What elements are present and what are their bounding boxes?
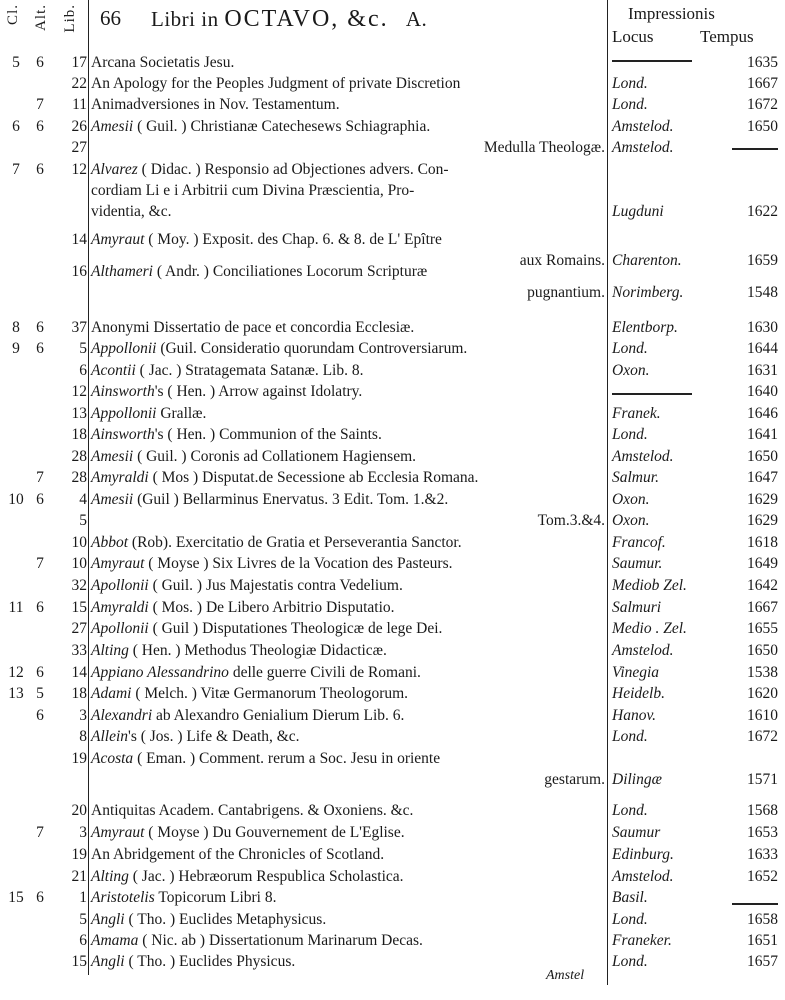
entry-title-text: Animadversiones in Nov. Testamentum. [91,96,340,113]
entry-author: Acontii [91,362,136,379]
entry-number: 17 [71,54,87,71]
entry-author: Acosta [91,750,134,767]
entry-author: Appollonii [91,405,157,422]
entry-title [91,381,607,403]
entry-number: 12 [71,383,87,400]
entry-class: 7 [12,161,20,178]
page-title-prefix: Libri in [151,7,225,31]
entry-title-text: ( Guil. ) Christianæ Catechesews Schiagraphia. [133,118,431,135]
entry-author: Alexandri [91,707,153,724]
entry-number: 28 [71,469,87,486]
entry-shelf: 6 [36,161,44,178]
entry-place: Lugduni [612,203,664,220]
entry-title-text: ( Guil. ) Jus Majestatis contra Vedelium. [148,577,403,594]
column-header-cl: Cl. [5,4,21,25]
entry-place: Medio . Zel. [612,620,687,637]
entry-title [91,887,607,909]
entry-number: 22 [71,75,87,92]
entry-place: Heidelb. [612,685,665,702]
entry-number: 8 [79,728,87,745]
entry-place: Lond. [612,340,648,357]
entry-place: Salmur. [612,469,659,486]
entry-class: 9 [12,340,20,357]
ditto-rule [612,393,692,395]
entry-title-text: ab Alexandro Genialium Dierum Lib. 6. [152,707,405,724]
entry-number: 5 [79,911,87,928]
entry-year: 1631 [747,362,778,379]
entry-title [91,800,607,822]
entry-author: Angli [91,911,125,928]
entry-year: 1633 [747,846,778,863]
entry-year: 1622 [747,203,778,220]
left-column-rule [88,0,89,975]
entry-number: 21 [71,868,87,885]
column-header-lib: Lib. [62,4,78,33]
entry-year: 1642 [747,577,778,594]
entry-author: Althameri [91,263,153,280]
entry-place: Lond. [612,426,648,443]
entry-title-continuation: gestarum. [544,771,605,788]
entry-number: 19 [71,846,87,863]
entry-title-text: ( Didac. ) Responsio ad Objectiones advers. Con- [137,161,449,178]
entry-title-text: Topicorum Libri 8. [154,889,277,906]
entry-author: Allein [91,728,129,745]
entry-number: 10 [71,555,87,572]
entry-title [91,467,607,489]
entry-author: Amesii [91,448,134,465]
entry-title [91,705,607,727]
entry-year: 1548 [747,284,778,301]
entry-title-text: An Apology for the Peoples Judgment of private Discretion [91,75,461,92]
entry-class: 10 [8,491,24,508]
entry-shelf: 6 [36,54,44,71]
entry-title [91,94,607,116]
entry-title-text: ( Mos. ) De Libero Arbitrio Disputatio. [148,599,395,616]
entry-author: Angli [91,953,125,970]
entry-author: Amyraut [91,555,145,572]
entry-title [91,73,607,95]
entry-title-text: ( Nic. ab ) Dissertationum Marinarum Decas. [138,932,423,949]
entry-place: Lond. [612,728,648,745]
entry-title [91,618,607,640]
entry-number: 5 [79,512,87,529]
entry-number: 32 [71,577,87,594]
entry-place: Lond. [612,911,648,928]
entry-number: 33 [71,642,87,659]
entry-year: 1646 [747,405,778,422]
entry-title [91,424,607,446]
entry-title-continuation: Tom.3.&4. [537,512,605,529]
column-header-locus: Locus [612,27,654,46]
page-title [151,6,427,33]
entry-title-text: ( Moyse ) Six Livres de la Vocation des Pasteurs. [144,555,453,572]
entry-title [91,575,607,597]
entry-number: 18 [71,685,87,702]
entry-shelf: 6 [36,664,44,681]
entry-year: 1635 [747,54,778,71]
entry-year: 1658 [747,911,778,928]
entry-title-text: An Abridgement of the Chronicles of Scotland. [91,846,385,863]
entry-number: 14 [71,664,87,681]
entry-title [91,532,607,554]
entry-number: 3 [79,824,87,841]
entry-place: Lond. [612,802,648,819]
entry-title-text: 's ( Jos. ) Life & Death, &c. [128,728,300,745]
entry-title [91,748,607,770]
entry-place: Salmuri [612,599,662,616]
entry-place: Mediob Zel. [612,577,687,594]
entry-number: 37 [71,319,87,336]
entry-title [91,553,607,575]
entry-title [91,909,607,931]
entry-title [91,159,607,181]
catchword: Amstel [546,968,585,983]
entry-title-continuation: cordiam Li e i Arbitrii cum Divina Præscientia, Pro- [91,182,415,199]
entry-title-text: ( Moyse ) Du Gouvernement de L'Eglise. [144,824,405,841]
entry-shelf: 7 [36,96,44,113]
entry-year: 1650 [747,448,778,465]
entry-year: 1568 [747,802,778,819]
entry-shelf: 7 [36,469,44,486]
entry-title-text: ( Andr. ) Conciliationes Locorum Scripturæ [153,263,428,280]
entry-number: 11 [72,96,87,113]
entry-place: Oxon. [612,362,650,379]
entry-author: Amyraldi [91,469,149,486]
entry-year: 1640 [747,383,778,400]
entry-title-continuation: Medulla Theologæ. [483,139,605,156]
entry-shelf: 5 [36,685,44,702]
entry-place: Amstelod. [612,448,674,465]
entry-title-text: ( Hen. ) Methodus Theologiæ Didacticæ. [128,642,387,659]
entry-place: Amstelod. [612,118,674,135]
entry-shelf: 6 [36,599,44,616]
entry-title-text: (Guil. Consideratio quorundam Controversiarum. [156,340,468,357]
entry-title-text: ( Guil ) Disputationes Theologicæ de lege Dei. [148,620,443,637]
entry-place: Lond. [612,96,648,113]
entry-number: 26 [71,118,87,135]
entry-place: Franek. [612,405,661,422]
entry-year: 1672 [747,728,778,745]
entry-author: Ainsworth [91,426,155,443]
entry-place: Amstelod. [612,139,674,156]
entry-shelf: 6 [36,340,44,357]
entry-place: Oxon. [612,512,650,529]
entry-title [91,261,607,283]
entry-title-text: ( Jac. ) Stratagemata Satanæ. Lib. 8. [135,362,364,379]
entry-place: Lond. [612,953,648,970]
entry-place: Oxon. [612,491,650,508]
page-title-main: OCTAVO, &c. [224,6,389,32]
entry-place: Francof. [612,534,666,551]
entry-place: Norimberg. [612,284,684,301]
entry-number: 1 [79,889,87,906]
entry-year: 1650 [747,118,778,135]
entry-class: 15 [8,889,24,906]
entry-year: 1618 [747,534,778,551]
entry-year: 1650 [747,642,778,659]
entry-shelf: 6 [36,319,44,336]
entry-number: 16 [71,263,87,280]
entry-title [91,403,607,425]
entry-title-text: (Rob). Exercitatio de Gratia et Perseverantia Sanctor. [128,534,462,551]
entry-place: Charenton. [612,252,682,269]
entry-author: Aristotelis [91,889,155,906]
entry-number: 15 [71,599,87,616]
entry-title-text: ( Eman. ) Comment. rerum a Soc. Jesu in oriente [133,750,441,767]
entry-title-text: delle guerre Civili de Romani. [228,664,421,681]
entry-number: 4 [79,491,87,508]
column-header-tempus: Tempus [700,27,754,46]
entry-title [91,116,607,138]
entry-author: Amyraut [91,824,145,841]
entry-place: Elentborp. [612,319,678,336]
entry-title-text: ( Moy. ) Exposit. des Chap. 6. & 8. de L' Epître [144,231,442,248]
entry-year: 1538 [747,664,778,681]
entry-class: 11 [8,599,24,616]
entry-place: Basil. [612,889,648,906]
entry-title-text: ( Jac. ) Hebræorum Respublica Scholastica. [128,868,404,885]
entry-number: 27 [71,139,87,156]
entry-number: 18 [71,426,87,443]
entry-title-text: ( Guil. ) Coronis ad Collationem Hagiensem. [133,448,417,465]
entry-title-continuation: aux Romains. [519,252,605,269]
entry-title-text: Antiquitas Academ. Cantabrigens. & Oxoniens. &c. [91,802,414,819]
entry-author: Appiano Alessandrino [91,664,229,681]
entry-shelf: 6 [36,491,44,508]
entry-year: 1667 [747,75,778,92]
entry-shelf: 6 [36,889,44,906]
entry-title [91,951,607,973]
entry-title-text: Anonymi Dissertatio de pace et concordia Ecclesiæ. [91,319,415,336]
entry-number: 20 [71,802,87,819]
entry-author: Ainsworth [91,383,155,400]
entry-title-continuation: pugnantium. [527,284,605,301]
entry-place: Lond. [612,75,648,92]
entry-shelf: 7 [36,824,44,841]
entry-title-text: Grallæ. [156,405,207,422]
entry-class: 12 [8,664,24,681]
entry-title [91,866,607,888]
entry-title [91,360,607,382]
entry-number: 14 [71,231,87,248]
entry-title-text: 's ( Hen. ) Arrow against Idolatry. [154,383,363,400]
entry-author: Amyraldi [91,599,149,616]
page-title-letter: A. [405,7,428,31]
entry-title-text: ( Mos ) Disputat.de Secessione ab Ecclesia Romana. [148,469,479,486]
entry-class: 6 [12,118,20,135]
entry-number: 19 [71,750,87,767]
entry-title [91,446,607,468]
entry-author: Apollonii [91,620,149,637]
entry-number: 5 [79,340,87,357]
entry-title [91,662,607,684]
entry-author: Abbot [91,534,129,551]
entry-author: Alvarez [91,161,138,178]
entry-title [91,229,607,251]
entry-author: Alting [91,868,129,885]
entry-year: 1667 [747,599,778,616]
entry-year: 1641 [747,426,778,443]
ditto-rule [732,148,778,150]
entry-author: Alting [91,642,129,659]
entry-number: 13 [71,405,87,422]
entry-year: 1629 [747,491,778,508]
entry-shelf: 7 [36,555,44,572]
entry-number: 27 [71,620,87,637]
entry-place: Amstelod. [612,642,674,659]
entry-title [91,844,607,866]
entry-author: Appollonii [91,340,157,357]
entry-class: 5 [12,54,20,71]
entry-title-text: ( Melch. ) Vitæ Germanorum Theologorum. [131,685,409,702]
entry-shelf: 6 [36,707,44,724]
entry-title-text: (Guil ) Bellarminus Enervatus. 3 Edit. Tom. 1.&2. [133,491,449,508]
entry-year: 1657 [747,953,778,970]
entry-year: 1620 [747,685,778,702]
entry-title [91,930,607,952]
entry-number: 3 [79,707,87,724]
entry-year: 1655 [747,620,778,637]
entry-title [91,597,607,619]
entry-year: 1651 [747,932,778,949]
entry-title [91,726,607,748]
entry-title [91,338,607,360]
entry-title [91,489,607,511]
entry-title [91,640,607,662]
entry-place: Vinegia [612,664,660,681]
entry-number: 28 [71,448,87,465]
entry-number: 6 [79,362,87,379]
entry-author: Amesii [91,118,134,135]
entry-title [91,52,607,74]
entry-year: 1610 [747,707,778,724]
column-header-impressionis: Impressionis [628,4,715,23]
ditto-rule [732,903,778,905]
entry-year: 1649 [747,555,778,572]
entry-place: Amstelod. [612,868,674,885]
entry-class: 13 [8,685,24,702]
page-number: 66 [100,6,121,30]
entry-year: 1571 [747,771,778,788]
right-column-rule [607,0,608,985]
entry-title [91,683,607,705]
entry-author: Amama [91,932,139,949]
entry-author: Amesii [91,491,134,508]
entry-author: Apollonii [91,577,149,594]
entry-author: Adami [91,685,132,702]
entry-year: 1672 [747,96,778,113]
entry-year: 1647 [747,469,778,486]
entry-author: Amyraut [91,231,145,248]
entry-number: 6 [79,932,87,949]
entry-place: Franeker. [612,932,672,949]
entry-year: 1659 [747,252,778,269]
entry-year: 1644 [747,340,778,357]
entry-number: 10 [71,534,87,551]
header-underline [612,60,692,62]
entry-title-continuation: videntia, &c. [91,203,172,220]
entry-number: 15 [71,953,87,970]
entry-year: 1653 [747,824,778,841]
column-header-alt: Alt. [33,4,49,31]
entry-title-text: ( Tho. ) Euclides Metaphysicus. [124,911,327,928]
entry-place: Saumur [612,824,661,841]
entry-title-text: ( Tho. ) Euclides Physicus. [124,953,296,970]
entry-year: 1629 [747,512,778,529]
entry-title [91,822,607,844]
entry-place: Edinburg. [612,846,674,863]
entry-shelf: 6 [36,118,44,135]
entry-number: 12 [71,161,87,178]
entry-place: Dilingæ [612,771,662,788]
entry-year: 1630 [747,319,778,336]
entry-title-text: 's ( Hen. ) Communion of the Saints. [154,426,382,443]
entry-title [91,317,607,339]
entry-year: 1652 [747,868,778,885]
entry-title-text: Arcana Societatis Jesu. [91,54,235,71]
entry-class: 8 [12,319,20,336]
entry-place: Saumur. [612,555,663,572]
entry-place: Hanov. [612,707,657,724]
